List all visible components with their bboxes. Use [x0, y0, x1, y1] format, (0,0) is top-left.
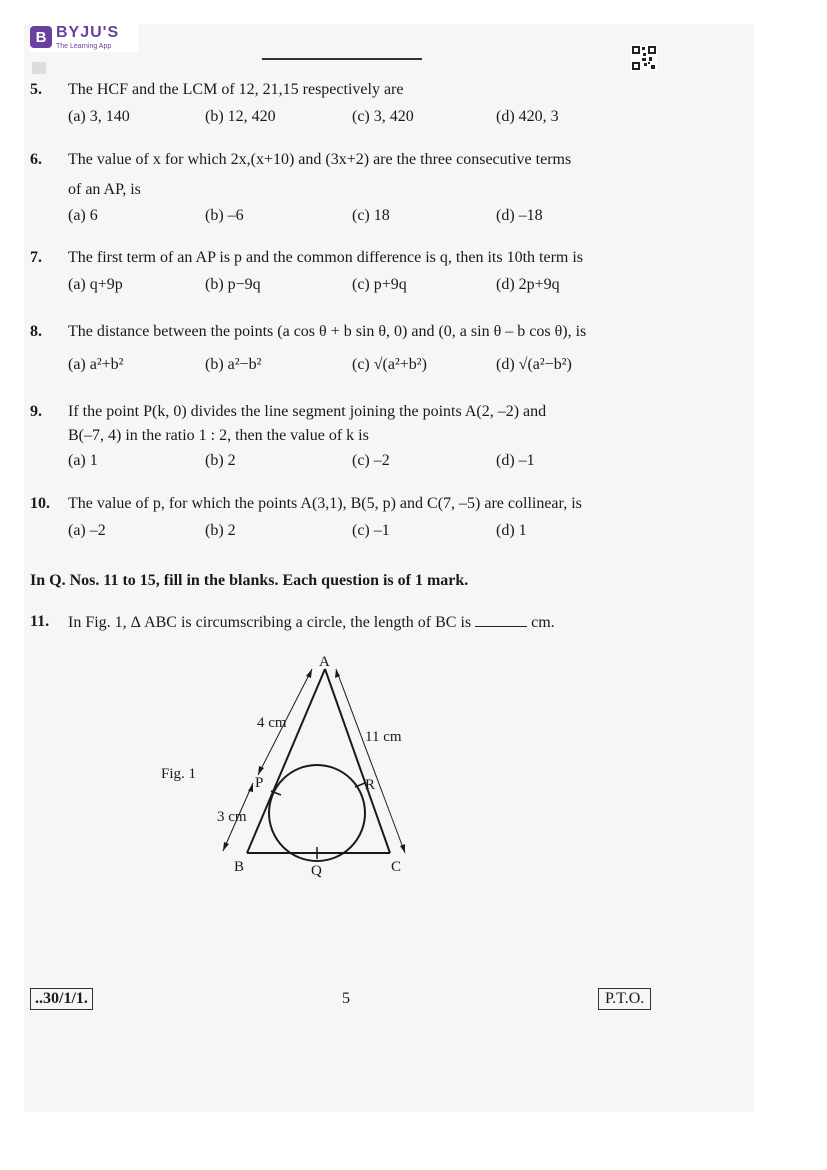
question-number: 5.	[30, 81, 42, 98]
arrow-bp-head	[248, 783, 253, 792]
logo-tagline: The Learning App	[56, 42, 112, 50]
label-c: C	[391, 859, 402, 875]
question-text: The HCF and the LCM of 12, 21,15 respectively are	[68, 81, 404, 98]
option-a: (a) 3, 140	[68, 108, 130, 125]
question-text	[68, 612, 555, 633]
length-ac: 11 cm	[365, 729, 402, 745]
label-r: R	[365, 777, 376, 793]
question-text-before: In Fig. 1, Δ ABC is circumscribing a circle, the length of BC is	[68, 614, 472, 631]
label-a: A	[319, 655, 330, 670]
question-number: 10.	[30, 495, 50, 512]
section-heading: In Q. Nos. 11 to 15, fill in the blanks. Each question is of 1 mark.	[30, 572, 469, 589]
option-d: (d) 1	[496, 522, 527, 539]
option-b: (b) 2	[205, 522, 236, 539]
question-text-line1: The value of x for which 2x,(x+10) and (3x+2) are the three consecutive terms	[68, 151, 572, 168]
option-d: (d) –18	[496, 207, 543, 224]
option-a: (a) –2	[68, 522, 106, 539]
option-d: (d) √(a²−b²)	[496, 356, 572, 373]
arrow-bp-tail	[223, 842, 229, 851]
label-q: Q	[311, 863, 322, 879]
logo-mark-icon: B	[30, 26, 52, 48]
question-number: 7.	[30, 249, 42, 266]
option-b: (b) a²−b²	[205, 356, 262, 373]
option-d: (d) 420, 3	[496, 108, 559, 125]
byjus-logo	[30, 22, 138, 52]
option-c: (c) –1	[352, 522, 390, 539]
option-b: (b) 12, 420	[205, 108, 276, 125]
length-ap: 4 cm	[257, 715, 287, 731]
qr-code-icon	[631, 45, 657, 71]
label-p: P	[255, 775, 264, 791]
option-c: (c) p+9q	[352, 276, 407, 293]
arrow-ap-tail	[258, 766, 264, 775]
figure-caption: Fig. 1	[161, 766, 197, 782]
figure-1-triangle	[155, 655, 435, 885]
arrow-ap-head	[306, 669, 312, 678]
incircle	[269, 765, 365, 861]
option-b: (b) 2	[205, 452, 236, 469]
logo-name: BYJU'S	[56, 23, 120, 41]
side-ac	[325, 669, 390, 853]
scan-artifact	[32, 62, 46, 74]
arrow-ac-line	[336, 669, 405, 853]
question-text-line1: If the point P(k, 0) divides the line segment joining the points A(2, –2) and	[68, 403, 547, 420]
option-a: (a) q+9p	[68, 276, 123, 293]
option-b: (b) –6	[205, 207, 244, 224]
question-text: The value of p, for which the points A(3,1), B(5, p) and C(7, –5) are collinear, is	[68, 495, 582, 512]
question-text: The distance between the points (a cos θ + b sin θ, 0) and (0, a sin θ – b cos θ), is	[68, 323, 587, 340]
page-number: 5	[342, 990, 350, 1007]
question-number: 6.	[30, 151, 42, 168]
answer-blank[interactable]	[475, 612, 527, 627]
paper-code: ..30/1/1.	[30, 988, 93, 1010]
option-c: (c) 3, 420	[352, 108, 414, 125]
option-a: (a) 1	[68, 452, 98, 469]
option-b: (b) p−9q	[205, 276, 261, 293]
header-rule	[262, 58, 422, 60]
question-text-line2: B(–7, 4) in the ratio 1 : 2, then the value of k is	[68, 427, 369, 444]
option-a: (a) 6	[68, 207, 98, 224]
arrow-ac-tail	[400, 844, 405, 853]
question-number: 11.	[30, 613, 50, 630]
option-a: (a) a²+b²	[68, 356, 124, 373]
side-ab	[247, 669, 325, 853]
length-bp: 3 cm	[217, 809, 247, 825]
question-text: The first term of an AP is p and the common difference is q, then its 10th term is	[68, 249, 584, 266]
option-d: (d) 2p+9q	[496, 276, 560, 293]
question-number: 9.	[30, 403, 42, 420]
option-c: (c) √(a²+b²)	[352, 356, 427, 373]
option-c: (c) 18	[352, 207, 390, 224]
question-text-after: cm.	[531, 614, 555, 631]
question-text-line2: of an AP, is	[68, 181, 141, 198]
pto-label: P.T.O.	[598, 988, 651, 1010]
question-number: 8.	[30, 323, 42, 340]
option-c: (c) –2	[352, 452, 390, 469]
label-b: B	[234, 859, 245, 875]
option-d: (d) –1	[496, 452, 535, 469]
